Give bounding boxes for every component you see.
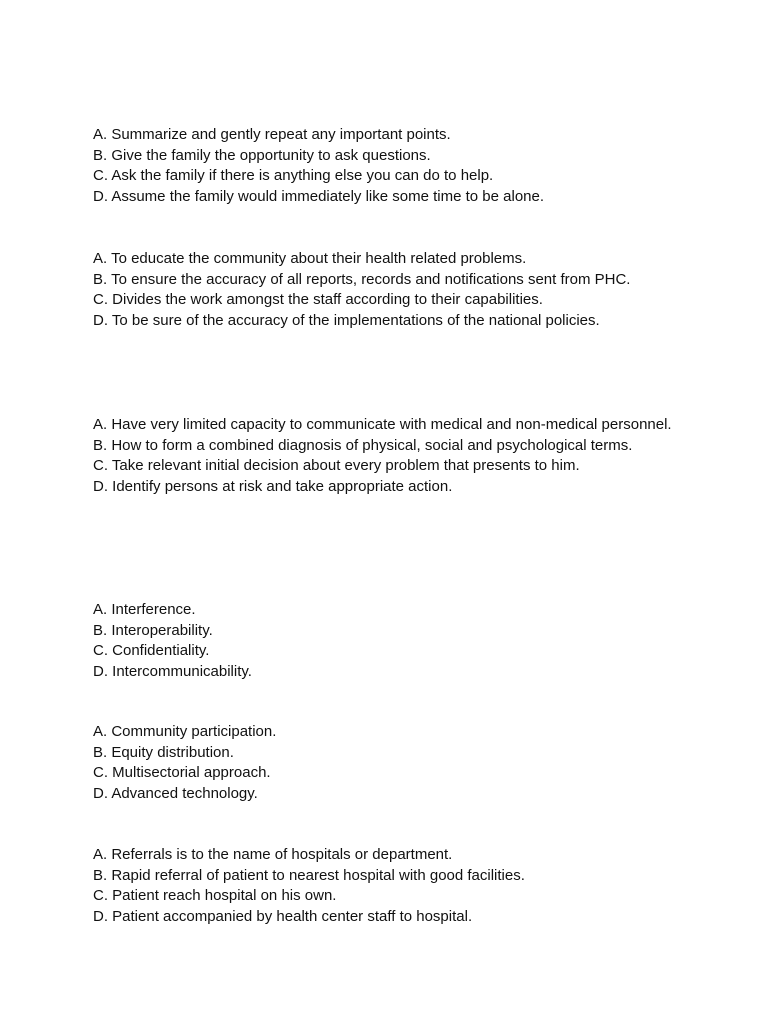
- option-d: D. Identify persons at risk and take appropriate action.: [93, 478, 453, 496]
- option-c: C. Ask the family if there is anything else you can do to help.: [93, 167, 494, 185]
- option-a: A. Referrals is to the name of hospitals or department.: [93, 846, 453, 863]
- question-options-4: [93, 600, 673, 683]
- option-c: C. Take relevant initial decision about every problem that presents to him.: [93, 457, 580, 475]
- option-a: A. Community participation.: [93, 723, 277, 740]
- option-d: D. Patient accompanied by health center staff to hospital.: [93, 908, 473, 926]
- question-options-3: [93, 415, 673, 498]
- option-a: A. To educate the community about their health related problems.: [93, 250, 527, 267]
- option-a: A. Interference.: [93, 601, 196, 618]
- question-options-6: [93, 845, 673, 928]
- option-c: C. Patient reach hospital on his own.: [93, 887, 337, 905]
- option-b: B. Interoperability.: [93, 621, 213, 639]
- question-options-5: [93, 722, 673, 805]
- option-b: B. Rapid referral of patient to nearest hospital with good facilities.: [93, 866, 525, 884]
- option-d: D. Intercommunicability.: [93, 663, 252, 681]
- option-c: C. Confidentiality.: [93, 642, 210, 660]
- option-d: D. Assume the family would immediately like some time to be alone.: [93, 188, 545, 206]
- option-b: B. Give the family the opportunity to ask questions.: [93, 146, 431, 164]
- option-b: B. Equity distribution.: [93, 743, 234, 761]
- option-a: A. Have very limited capacity to communicate with medical and non-medical personnel.: [93, 416, 672, 433]
- option-c: C. Divides the work amongst the staff according to their capabilities.: [93, 291, 543, 309]
- option-c: C. Multisectorial approach.: [93, 764, 271, 782]
- option-b: B. To ensure the accuracy of all reports, records and notifications sent from PHC.: [93, 270, 631, 288]
- option-b: B. How to form a combined diagnosis of physical, social and psychological terms.: [93, 436, 633, 454]
- question-options-2: [93, 249, 673, 332]
- option-d: D. Advanced technology.: [93, 785, 258, 803]
- option-a: A. Summarize and gently repeat any important points.: [93, 126, 451, 143]
- option-d: D. To be sure of the accuracy of the implementations of the national policies.: [93, 312, 600, 330]
- question-options-1: [93, 125, 673, 208]
